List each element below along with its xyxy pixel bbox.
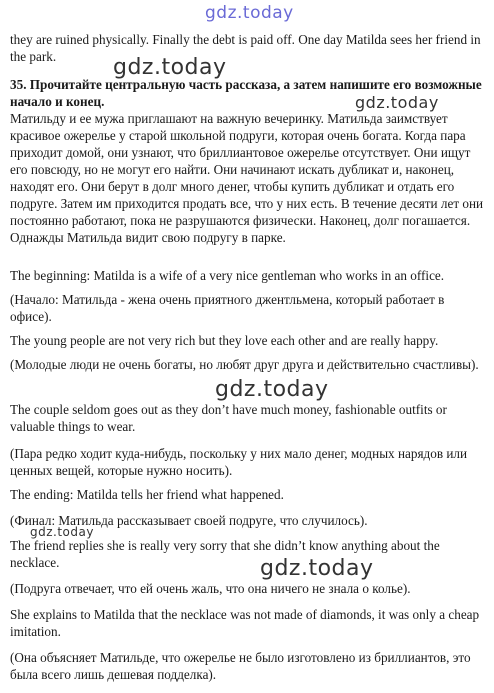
- task-body: Матильду и ее мужа приглашают на важную вечеринку. Матильда заимствует красивое ожерелье у старой школьной подруги, которая очень богата. Когда пара приходит домой, они узнают, что бриллиантовое ожерелье отсутствует. Они ищут его повсюду, но не могут его найти. Они начинают искать дубликат и, наконец, находят его. Они берут в долг много денег, чтобы купить дубликат и отдать его подруге. Затем им приходится продать все, что у них есть. В течение десяти лет они постоянно работают, пока не разрушаются физически. Наконец, долг погашается. Однажды Матильда видит свою подругу в парке.: [10, 111, 484, 245]
- paragraph-beginning-ru: (Начало: Матильда - жена очень приятного джентльмена, который работает в офисе).: [10, 292, 445, 324]
- watermark: gdz.today: [30, 525, 94, 539]
- paragraph-beginning-en: The beginning: Matilda is a wife of a very nice gentleman who works in an office.: [10, 268, 445, 283]
- paragraph-young-en: The young people are not very rich but they love each other and are really happy.: [10, 333, 439, 348]
- watermark-top: gdz.today: [205, 3, 294, 23]
- paragraph-young-ru: (Молодые люди не очень богаты, но любят друг друга и действительно счастливы).: [10, 357, 479, 372]
- watermark: gdz.today: [355, 93, 439, 112]
- paragraph-couple-ru: (Пара редко ходит куда-нибудь, поскольку у них мало денег, модных нарядов или ценных вещей, которые нужно носить).: [10, 446, 468, 478]
- paragraph-ending-en: The ending: Matilda tells her friend what happened.: [10, 487, 284, 502]
- watermark: gdz.today: [113, 55, 227, 80]
- intro-text: they are ruined physically. Finally the debt is paid off. One day Matilda sees her friend in the park.: [10, 32, 481, 64]
- paragraph-explains-ru: (Она объясняет Матильде, что ожерелье не было изготовлено из бриллиантов, это была всего лишь дешевая подделка).: [10, 650, 471, 682]
- paragraph-ending-ru: (Финал: Матильда рассказывает своей подруге, что случилось).: [10, 513, 368, 528]
- paragraph-explains-en: She explains to Matilda that the necklace was not made of diamonds, it was only a cheap imitation.: [10, 607, 480, 639]
- paragraph-couple-en: The couple seldom goes out as they don’t have much money, fashionable outfits or valuable things to wear.: [10, 402, 447, 434]
- paragraph-friend-en: The friend replies she is really very sorry that she didn’t know anything about the necklace.: [10, 538, 440, 570]
- paragraph-friend-ru: (Подруга отвечает, что ей очень жаль, что она ничего не знала о колье).: [10, 581, 411, 596]
- watermark: gdz.today: [260, 556, 374, 581]
- task-heading: 35. Прочитайте центральную часть рассказа, а затем напишите его возможные начало и конец.: [10, 77, 482, 109]
- watermark: gdz.today: [215, 377, 329, 402]
